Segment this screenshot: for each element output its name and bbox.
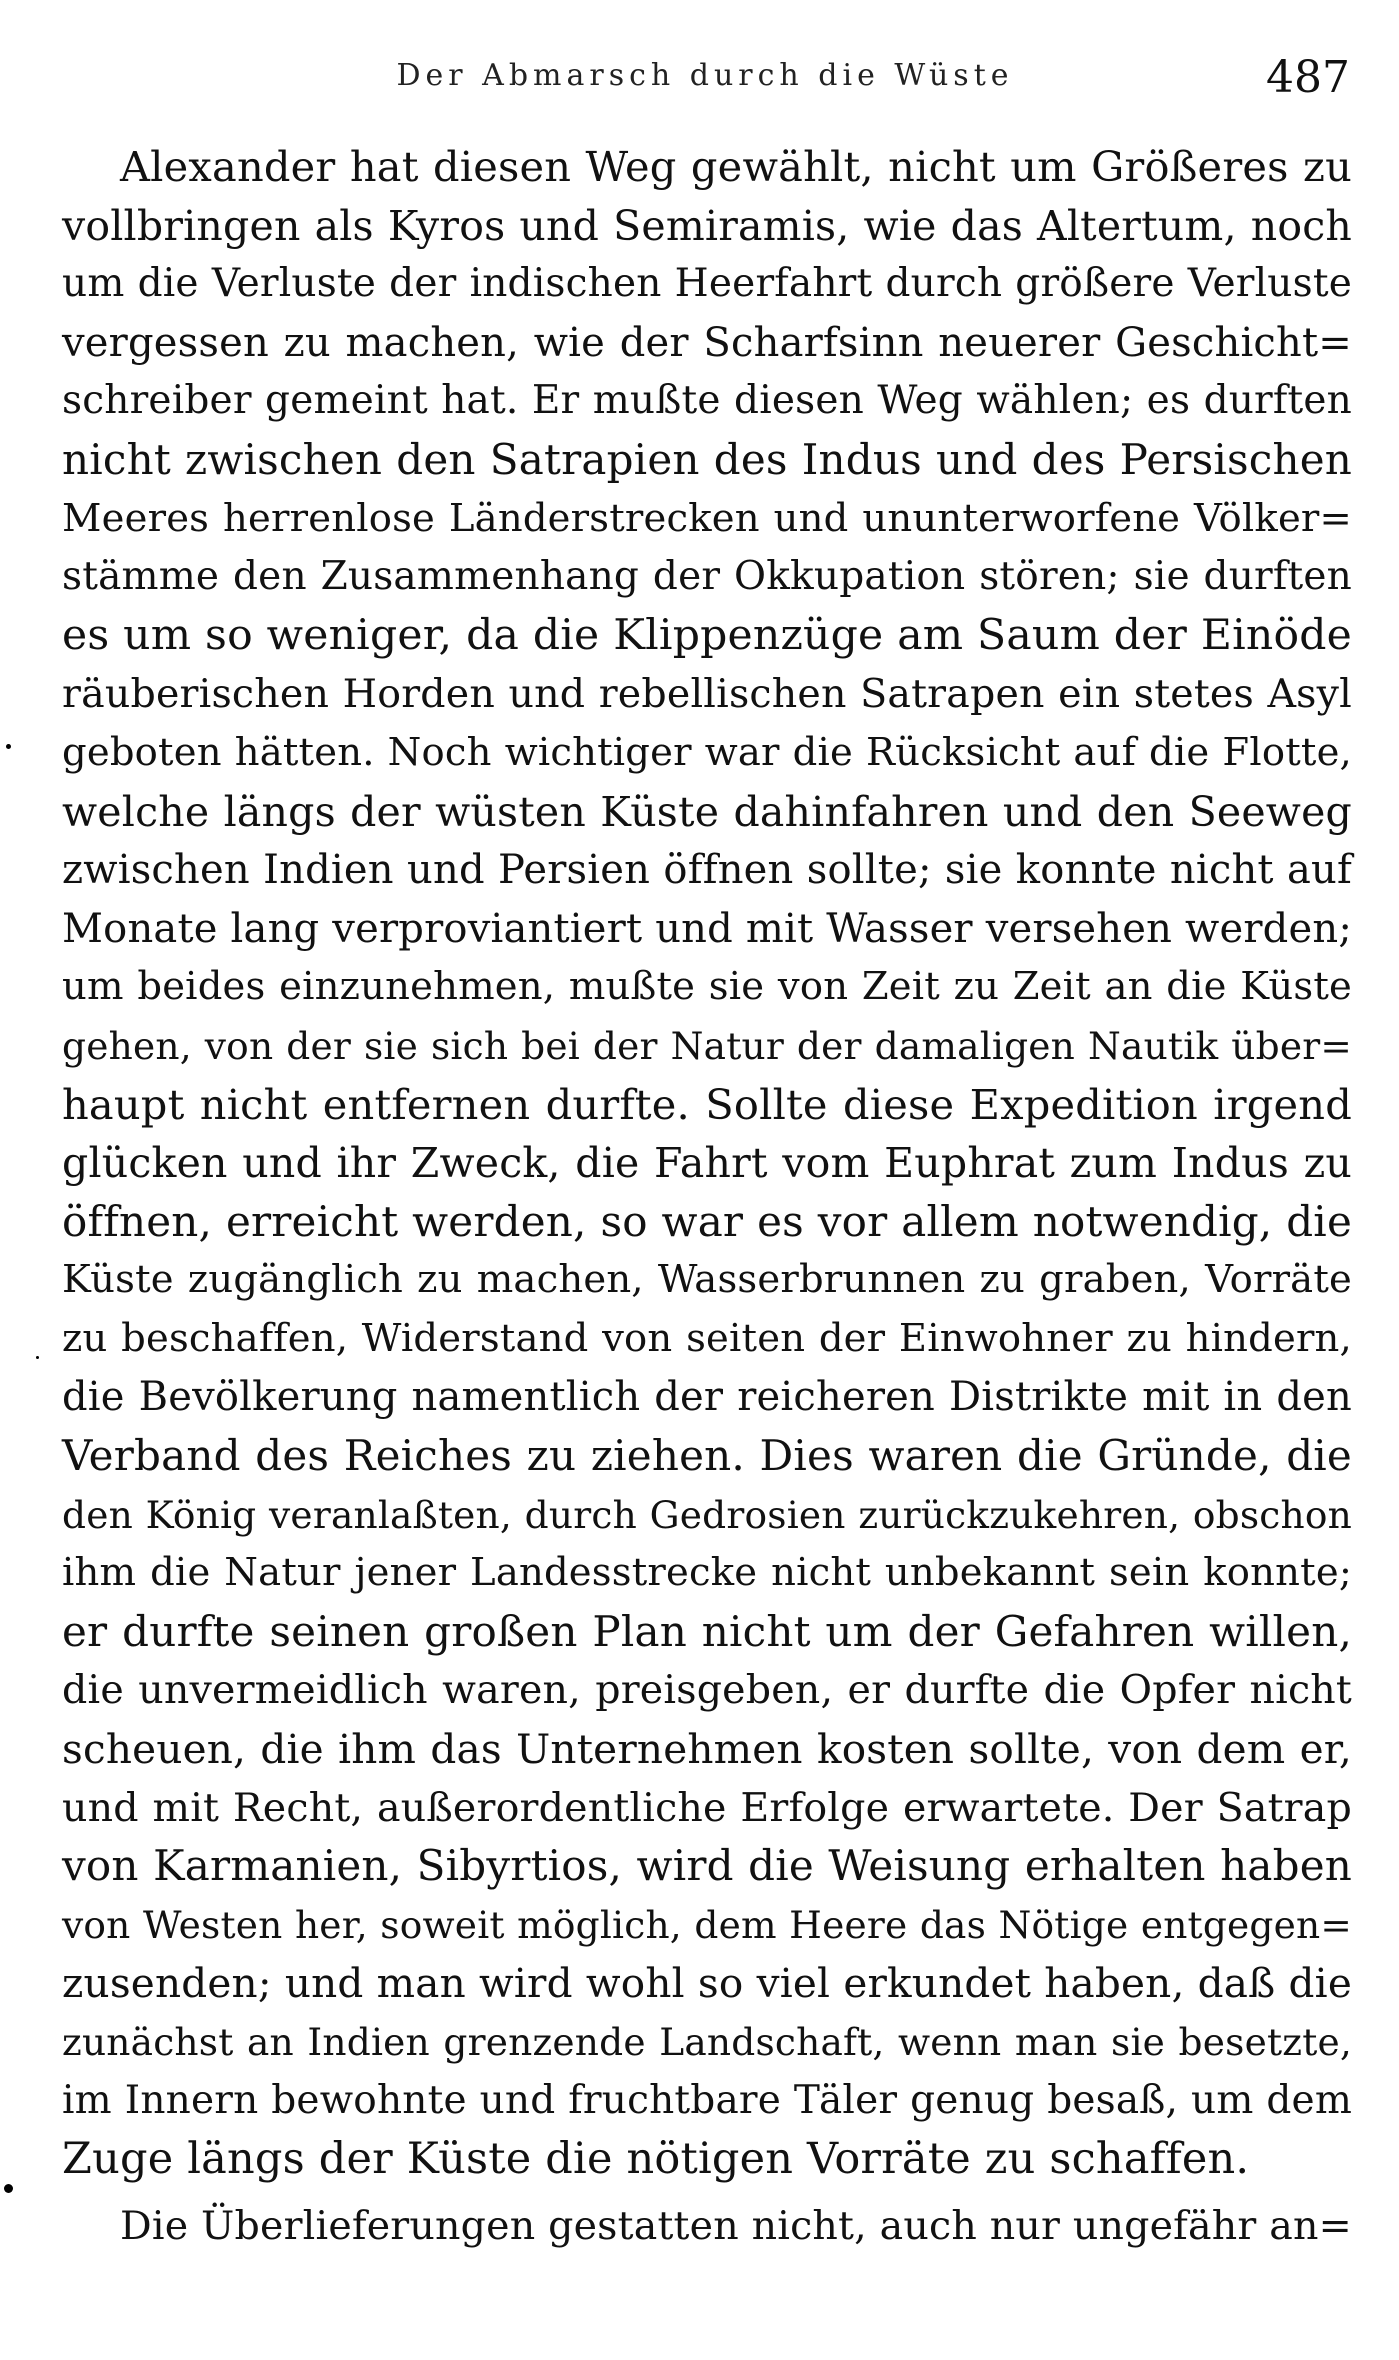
text-line: zu beschaffen, Widerstand von seiten der Einwohner zu hindern, xyxy=(62,1315,1352,1361)
text-line: um beides einzunehmen, mußte sie von Zeit zu Zeit an die Küste xyxy=(62,964,1352,1010)
text-line: Verband des Reiches zu ziehen. Dies waren die Gründe, die xyxy=(62,1431,1352,1481)
text-line: zusenden; und man wird wohl so viel erkundet haben, daß die xyxy=(62,1959,1352,2008)
text-line: Alexander hat diesen Weg gewählt, nicht um Größeres zu xyxy=(120,142,1352,191)
text-line: es um so weniger, da die Klippenzüge am Saum der Einöde xyxy=(62,610,1352,660)
text-line: zunächst an Indien grenzende Landschaft, wenn man sie besetzte, xyxy=(62,2020,1352,2064)
paragraph xyxy=(62,2197,1352,2256)
text-line: glücken und ihr Zweck, die Fahrt vom Euphrat zum Indus zu xyxy=(62,1139,1352,1188)
text-line: von Karmanien, Sibyrtios, wird die Weisung erhalten haben xyxy=(62,1841,1352,1891)
text-line: welche längs der wüsten Küste dahinfahren und den Seeweg xyxy=(62,787,1352,836)
margin-speck xyxy=(6,744,11,749)
text-line: geboten hätten. Noch wichtiger war die Rücksicht auf die Flotte, xyxy=(62,729,1352,775)
text-line: und mit Recht, außerordentliche Erfolge erwartete. Der Satrap xyxy=(62,1784,1352,1831)
text-line: Meeres herrenlose Länderstrecken und ununterworfene Völker= xyxy=(62,495,1352,541)
text-line: haupt nicht entfernen durfte. Sollte diese Expedition irgend xyxy=(62,1079,1352,1129)
text-line: vollbringen als Kyros und Semiramis, wie das Altertum, noch xyxy=(62,201,1352,250)
text-line: stämme den Zusammenhang der Okkupation stören; sie durften xyxy=(62,554,1352,600)
text-line: räuberischen Horden und rebellischen Satrapen ein stetes Asyl xyxy=(62,671,1352,718)
text-line: den König veranlaßten, durch Gedrosien zurückzukehren, obschon xyxy=(62,1492,1352,1537)
text-line: Die Überlieferungen gestatten nicht, auch nur ungefähr an= xyxy=(120,2202,1352,2249)
text-line: Monate lang verproviantiert und mit Wasser versehen werden; xyxy=(62,905,1352,952)
running-head xyxy=(60,52,1350,112)
text-line: die Bevölkerung namentlich der reicheren Distrikte mit in den xyxy=(62,1374,1352,1421)
margin-speck xyxy=(36,1356,39,1359)
page-number: 487 xyxy=(1266,52,1350,103)
text-line: scheuen, die ihm das Unternehmen kosten sollte, von dem er, xyxy=(62,1725,1352,1774)
text-line: im Innern bewohnte und fruchtbare Täler genug besaß, um dem xyxy=(62,2077,1352,2123)
text-line: vergessen zu machen, wie der Scharfsinn neuerer Geschicht= xyxy=(62,319,1352,366)
text-line: er durfte seinen großen Plan nicht um der Gefahren willen, xyxy=(62,1606,1352,1656)
running-title: Der Abmarsch durch die Wüste xyxy=(396,58,1014,93)
text-line: um die Verluste der indischen Heerfahrt durch größere Verluste xyxy=(62,261,1352,307)
text-line: zwischen Indien und Persien öffnen sollte; sie konnte nicht auf xyxy=(62,847,1352,894)
body-text xyxy=(62,138,1352,2255)
paragraph xyxy=(62,138,1352,2189)
margin-speck xyxy=(4,2184,13,2193)
text-line: schreiber gemeint hat. Er mußte diesen Weg wählen; es durften xyxy=(62,378,1352,424)
text-line: nicht zwischen den Satrapien des Indus und des Persischen xyxy=(62,434,1352,484)
text-line: die unvermeidlich waren, preisgeben, er durfte die Opfer nicht xyxy=(62,1667,1352,1714)
text-line: gehen, von der sie sich bei der Natur der damaligen Nautik über= xyxy=(62,1023,1352,1068)
text-line: öffnen, erreicht werden, so war es vor allem notwendig, die xyxy=(62,1196,1352,1246)
text-line: Küste zugänglich zu machen, Wasserbrunnen zu graben, Vorräte xyxy=(62,1257,1352,1303)
text-line: von Westen her, soweit möglich, dem Heere das Nötige entgegen= xyxy=(62,1902,1352,1947)
text-line: ihm die Natur jener Landesstrecke nicht unbekannt sein konnte; xyxy=(62,1550,1352,1596)
text-line: Zuge längs der Küste die nötigen Vorräte zu schaffen. xyxy=(62,2134,1250,2185)
